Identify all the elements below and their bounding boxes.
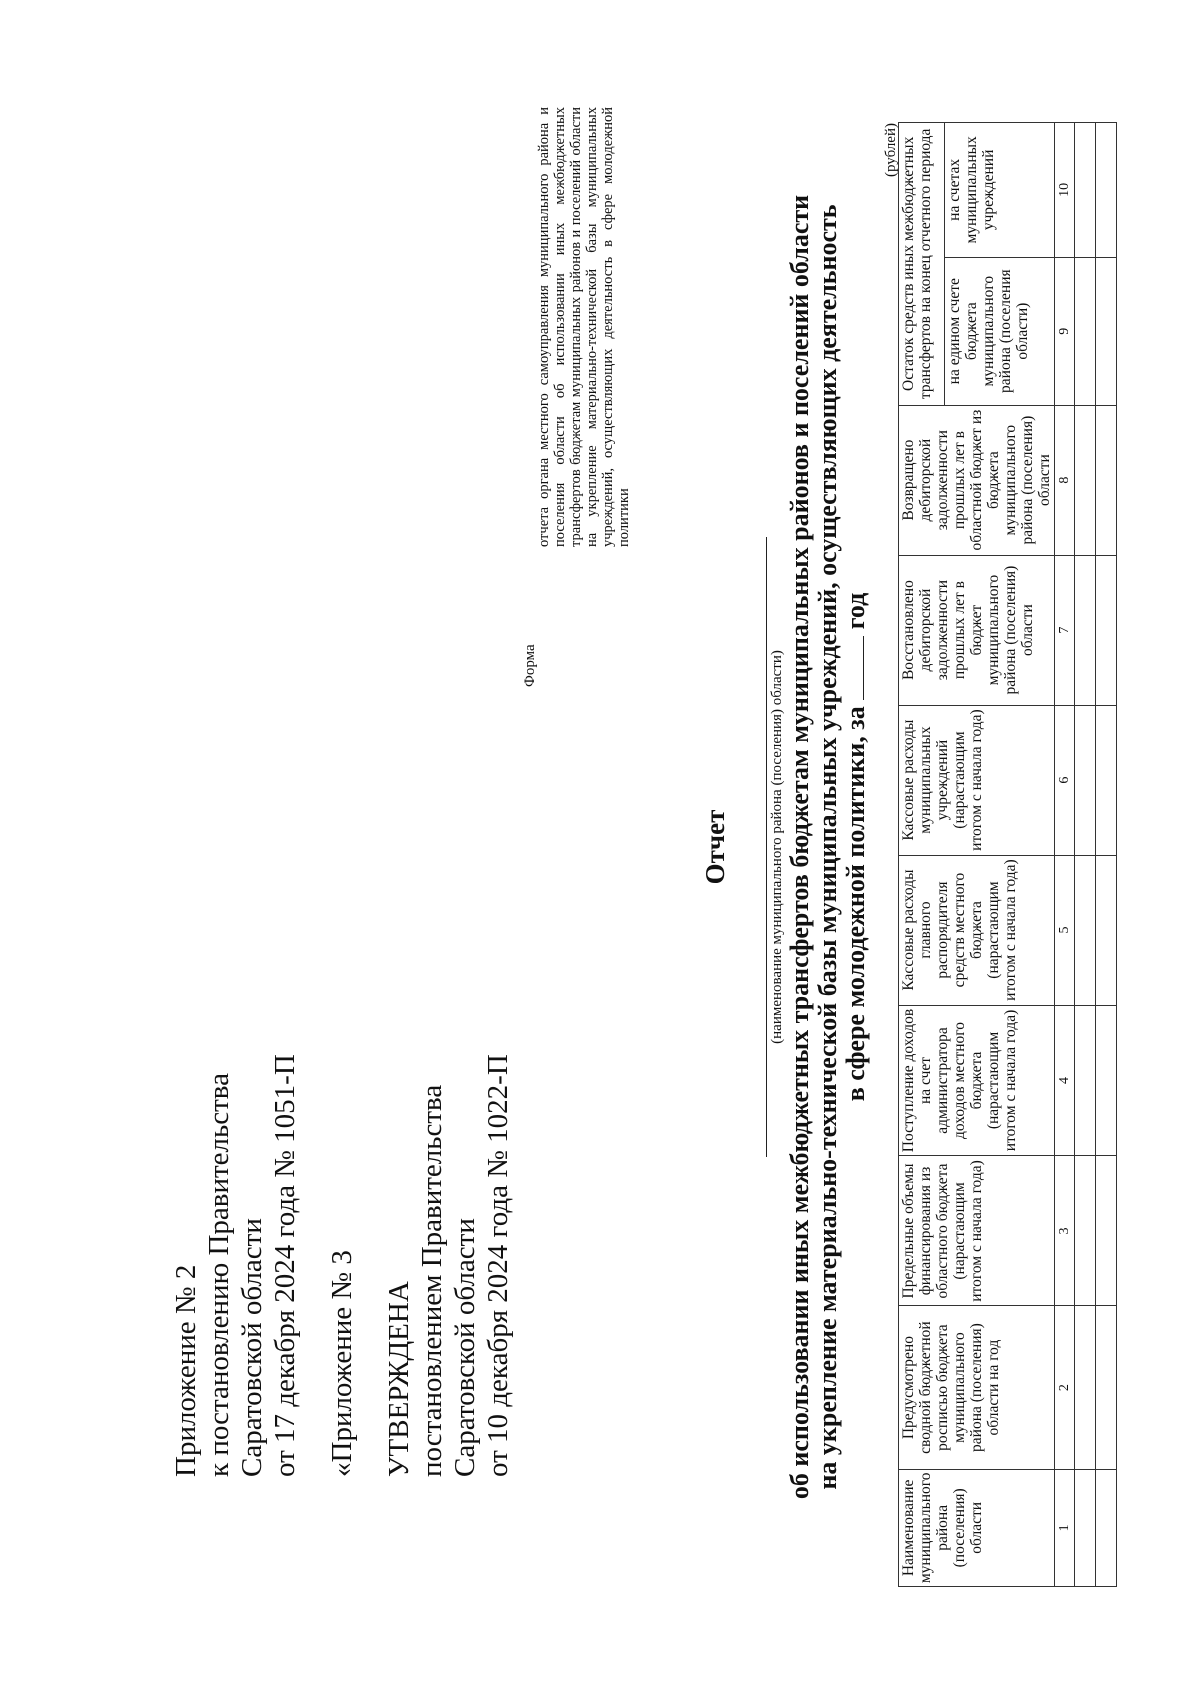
header-remainder-single-account: на едином счете бюджета муниципального района (поселения области) [945,257,1055,405]
table-cell [1096,405,1117,555]
table-cell [1075,705,1096,855]
table-cell [1075,405,1096,555]
table-cell [1096,1005,1117,1156]
form-label: Форма [522,644,538,687]
column-number-row [1055,123,1075,1587]
units-label: (рублей) [883,123,899,178]
table-cell [1096,555,1117,705]
table-cell [1075,855,1096,1005]
report-subtitle-line-1: об использовании иных межбюджетных трансфертов бюджетам муниципальных районов и поселений области [785,194,814,1500]
column-number: 8 [1055,405,1075,555]
header-planned: Предусмотрено сводной бюджетной росписью бюджета муниципального района (поселения) области на год [899,1306,1055,1469]
header-returned-debt: Возвращено дебиторской задолженности прошлых лет в областной бюджет из бюджета муниципального района (поселения) области [899,405,1055,555]
approved-date-line: от 10 декабря 2024 года № 1022-П [482,1054,514,1477]
approval-block [170,1054,515,1477]
report-subtitle-line-3 [842,77,870,1617]
column-number: 2 [1055,1306,1075,1469]
column-number: 10 [1055,123,1075,258]
approval-date-line: от 17 декабря 2024 года № 1051-П [269,1054,301,1477]
approval-resolution-line: к постановлению Правительства [203,1073,235,1477]
report-title: Отчет [700,809,730,885]
table-cell [1096,705,1117,855]
table-cell [1075,1156,1096,1306]
column-number: 5 [1055,855,1075,1005]
header-remainder-institution-accounts: на счетах муниципальных учреждений [945,123,1055,258]
approval-appendix-line: Приложение № 2 [170,1264,202,1477]
report-table [898,122,1117,1587]
table-cell [1075,555,1096,705]
column-number: 6 [1055,705,1075,855]
approved-heading: УТВЕРЖДЕНА [383,1281,415,1477]
header-restored-debt: Восстановлено дебиторской задолженности прошлых лет в бюджет муниципального района (поселения) области [899,555,1055,705]
approved-region-line: Саратовской области [449,1218,481,1477]
table-cell [1096,1306,1117,1469]
report-subtitle-line-2: на укрепление материально-технической базы муниципальных учреждений, осуществляющих деятельность [813,204,842,1490]
municipality-name-line [766,537,786,1157]
table-cell [1096,257,1117,405]
report-year-word: год [841,592,870,630]
header-income-receipts: Поступление доходов на счет администратора доходов местного бюджета (нарастающим итогом с начала года) [899,1005,1055,1156]
column-number: 3 [1055,1156,1075,1306]
table-cell [1096,1469,1117,1586]
table-cell [1075,1469,1096,1586]
table-cell [1096,1156,1117,1306]
form-description: отчета органа местного самоуправления муниципального района и поселения области об использовании иных межбюджетных трансфертов бюджетам муниципальных районов и поселений области на укрепление материально-технической базы муниципальных учреждений, осуществляющих деятельность в сфере молодежной политики [536,107,632,547]
column-number: 4 [1055,1005,1075,1156]
column-number: 9 [1055,257,1075,405]
column-number: 7 [1055,555,1075,705]
table-cell [1075,1306,1096,1469]
approved-by-line: постановлением Правительства [416,1084,448,1477]
report-period-text: в сфере молодежной политики, за [841,706,870,1102]
municipality-name-caption: (наименование муниципального района (поселения) области) [769,650,785,1044]
table-row [1075,123,1096,1587]
header-funding-limits: Предельные объемы финансирования из областного бюджета (нарастающим итогом с начала года) [899,1156,1055,1306]
table-cell [1075,123,1096,258]
report-heading [700,77,870,1617]
header-cash-expenses-manager: Кассовые расходы главного распорядителя средств местного бюджета (нарастающим итогом с начала года) [899,855,1055,1005]
header-municipality: Наименование муниципального района (поселения) области [899,1469,1055,1586]
approval-region-line: Саратовской области [236,1218,268,1477]
table-cell [1096,855,1117,1005]
header-remainder-group: Остаток средств иных межбюджетных трансфертов на конец отчетного периода [899,123,945,406]
year-blank [845,636,864,700]
header-cash-expenses-institutions: Кассовые расходы муниципальных учреждений (нарастающим итогом с начала года) [899,705,1055,855]
table-cell [1096,123,1117,258]
table-row [1096,123,1117,1587]
table-cell [1075,1005,1096,1156]
table-cell [1075,257,1096,405]
column-number: 1 [1055,1469,1075,1586]
appendix-3-line: «Приложение № 3 [326,1250,358,1477]
